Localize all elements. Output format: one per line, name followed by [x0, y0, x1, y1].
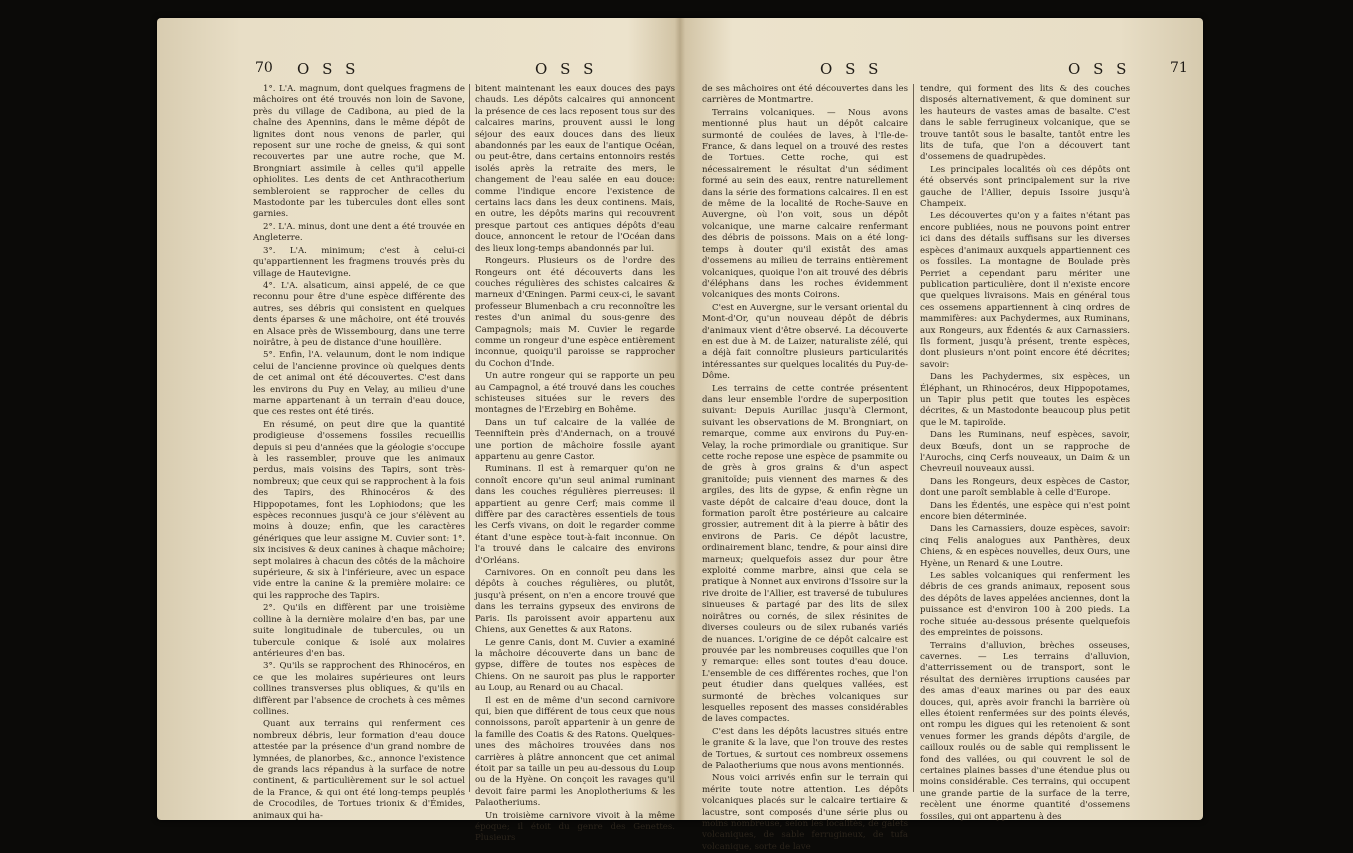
paragraph: Les principales localités où ces dépôts ont été observés sont principalement sur la rive gauche de l'Allier, depuis Issoire jusqu'à Champeix.	[920, 164, 1130, 210]
paragraph: Terrains d'alluvion, brèches osseuses, cavernes. — Les terrains d'alluvion, d'atterrissement ou de transport, sont le résultat des dernières irruptions causées par des amas d'eaux marines ou par des eaux douces, qui, après avoir franchi la barrière où elles étoient renfermées sur des points élevés, ont rompu les digues qui les retenoient & sont venues former les grands dépôts d'argile, de cailloux roulés ou de sable qui remplissent le fond des vallées, ou qui couvrent le sol de certaines plaines basses d'une étendue plus ou moins considérable. Ces terrains, qui occupent une grande partie de la surface de la terre, recèlent une énorme quantité d'ossemens fossiles, qui ont appartenu à des	[920, 640, 1130, 822]
paragraph: Terrains volcaniques. — Nous avons mentionné plus haut un dépôt calcaire surmonté de coulées de laves, à l'Ile-de-France, & dans lequel on a trouvé des restes de Tortues. Cette roche, qui est nécessairement le résultat d'un sédiment formé au sein des eaux, rentre naturellement dans la série des formations calcaires. Il en est de même de la localité de Roche-Sauve en Auvergne, où l'on voit, sous un dépôt volcanique, une marne calcaire renfermant des débris de poissons. Mais on a été long-temps à douter qu'il existât des amas d'ossemens au milieu de terrains entièrement volcaniques, quoique l'on ait trouvé des débris d'éléphans dans les roches évidemment volcaniques des monts Coirons.	[702, 107, 908, 301]
left-page	[157, 18, 680, 844]
paragraph: Quant aux terrains qui renferment ces nombreux débris, leur formation d'eau douce attestée par la présence d'un grand nombre de lymnées, de planorbes, &c., annonce l'existence de grands lacs répandus à la surface de notre continent, & particulièrement sur le sol actuel de la France, & qui ont été long-temps peuplés de Crocodiles, de Tortues trionix & d'Émides, animaux qui ha-	[253, 719, 465, 821]
paragraph: de ses mâchoires ont été découvertes dans les carrières de Montmartre.	[702, 84, 908, 106]
paragraph: Les sables volcaniques qui renferment les débris de ces grands animaux, reposent sous des dépôts de laves appelées anciennes, dont la puissance est d'environ 100 à 200 pieds. La roche située au-dessous présente quelquefois des empreintes de poissons.	[920, 571, 1130, 639]
paragraph: 3°. L'A. minimum; c'est à celui-ci qu'appartiennent les fragmens trouvés près du village de Hautevigne.	[253, 245, 465, 279]
paragraph: C'est en Auvergne, sur le versant oriental du Mont-d'Or, qu'un nouveau dépôt de débris d'animaux vient d'être observé. La découverte en est due à M. de Laizer, naturaliste zélé, qui a déjà fait connoître plusieurs particularités intéressantes sur quelques localités du Puy-de-Dôme.	[702, 302, 908, 382]
paragraph: Dans les Pachydermes, six espèces, un Éléphant, un Rhinocéros, deux Hippopotames, un Tapir plus petit que toutes les espèces décrites, & un Mastodonte beaucoup plus petit que le M. tapiroïde.	[920, 372, 1130, 428]
paragraph: Carnivores. On en connoît peu dans les dépôts à couches régulières, ou plutôt, jusqu'à présent, on n'en a encore trouvé que dans les terrains gypseux des environs de Paris. Ils paroissent avoir appartenu aux Chiens, aux Genettes & aux Ratons.	[475, 568, 675, 636]
paragraph: Les terrains de cette contrée présentent dans leur ensemble l'ordre de superposition suivant: Depuis Aurillac jusqu'à Clermont, suivant les observations de M. Brongniart, on remarque, comme aux environs du Puy-en-Velay, la roche primordiale ou granitique. Sur cette roche repose une espèce de psammite ou de grès à gros grains & d'un aspect granitoïde; puis viennent des marnes & des argiles, des lits de gypse, & enfin règne un vaste dépôt de calcaire d'eau douce, dont la formation paroît être postérieure au calcaire grossier, autrement dit à la pierre à bâtir des environs de Paris. Ce dépôt lacustre, ordinairement blanc, tendre, & pour ainsi dire marneux; quelquefois assez dur pour être exploité comme marbre, ainsi que cela se pratique à Nonnet aux environs d'Issoire sur la rive droite de l'Allier, est traversé de tubulures sinueuses & partagé par des lits de silex noirâtres ou cornés, de silex résinites de diverses couleurs ou de silex rubanés variés de nuances. L'origine de ce dépôt calcaire est prouvée par les nombreuses coquilles que l'on y remarque: elles sont toutes d'eau douce. L'ensemble de ces différentes roches, que l'on peut étudier dans quelques vallées, est surmonté de brèches volcaniques sur lesquelles reposent des masses considérables de laves compactes.	[702, 383, 908, 725]
paragraph: 4°. L'A. alsaticum, ainsi appelé, de ce que reconnu pour être d'une espèce différente des autres, ses débris qui consistent en quelques dents éparses & une mâchoire, ont été trouvés en Alsace près de Wissembourg, dans une terre noirâtre, à peu de distance d'une houillère.	[253, 280, 465, 348]
paragraph: Il est en de même d'un second carnivore qui, bien que différent de tous ceux que nous connoissons, paroît appartenir à un genre de la famille des Coatis & des Ratons. Quelques-unes des mâchoires trouvées dans nos carrières à plâtre annoncent que cet animal étoit par sa taille un peu au-dessous du Loup ou de la Hyène. On conçoit les ravages qu'il devoit faire parmi les Anoplotheriums & les Palaotheriums.	[475, 695, 675, 809]
book-spread	[157, 18, 1203, 852]
paragraph: 3°. Qu'ils se rapprochent des Rhinocéros, en ce que les molaires supérieures ont leurs collines transverses plus obliques, & qu'ils en diffèrent par l'absence de crochets à ces mêmes collines.	[253, 661, 465, 717]
paragraph: Rongeurs. Plusieurs os de l'ordre des Rongeurs ont été découverts dans les couches régulières des schistes calcaires & marneux d'Œningen. Parmi ceux-ci, le savant professeur Blumenbach a cru reconnoître les restes d'un animal du sous-genre des Campagnols; mais M. Cuvier le regarde comme un rongeur d'une espèce entièrement inconnue, quoiqu'il paroisse se rapprocher du Cochon d'Inde.	[475, 256, 675, 369]
left-page-column-1	[253, 84, 465, 821]
paragraph: 1°. L'A. magnum, dont quelques fragmens de mâchoires ont été trouvés non loin de Savone, près du village de Cadibona, au pied de la chaîne des Apennins, dans le même dépôt de lignites dont nous venons de parler, qui reposent sur une roche de gneiss, & qui sont recouvertes par une autre roche, que M. Brongniart assimile à celles qu'il appelle ophiolites. Les dents de cet Anthracotherium sembleroient se rapprocher de celles du Mastodonte par les tubercules dont elles sont garnies.	[253, 84, 465, 220]
running-head-right-page	[680, 60, 1203, 82]
paragraph: Un autre rongeur qui se rapporte un peu au Campagnol, a été trouvé dans les couches schisteuses situées sur le revers des montagnes de l'Erzebirg en Bohême.	[475, 371, 675, 416]
paragraph: bitent maintenant les eaux douces des pays chauds. Les dépôts calcaires qui annoncent la présence de ces lacs reposent tous sur des calcaires marins, prouvent aussi le long séjour des eaux douces dans des lieux abandonnés par les eaux de l'antique Océan, ou peut-être, dans certains entonnoirs restés isolés après la retraite des mers, le changement de l'eau salée en eau douce: comme l'indique encore l'existence de certains lacs dans les deux continens. Mais, en outre, les dépôts marins qui recouvrent presque partout ces antiques dépôts d'eau douce, annoncent le retour de l'Océan dans des lieux long-temps abandonnés par lui.	[475, 84, 675, 254]
paragraph: Ruminans. Il est à remarquer qu'on ne connoît encore qu'un seul animal ruminant dans les couches régulières pierreuses: il appartient au genre Cerf; mais comme il diffère par des caractères essentiels de tous les Cerfs vivans, on doit le regarder comme étant d'une espèce tout-à-fait inconnue. On l'a trouvé dans le calcaire des environs d'Orléans.	[475, 464, 675, 566]
running-head-col2: O S S	[1068, 60, 1131, 78]
paragraph: Dans les Édentés, une espèce qui n'est point encore bien déterminée.	[920, 500, 1130, 523]
running-head-col2: O S S	[535, 60, 598, 78]
column-divider	[913, 84, 914, 792]
paragraph: Les découvertes qu'on y a faites n'étant pas encore publiées, nous ne pouvons point entrer ici dans des détails suffisans sur les diverses espèces d'animaux auxquels appartiennent ces os fossiles. La montagne de Boulade près Perriet a cependant paru mériter une publication particulière, dont il n'existe encore que quelques livraisons. Mais en général tous ces ossemens appartiennent à cinq ordres de mammifères: aux Pachydermes, aux Ruminans, aux Rongeurs, aux Édentés & aux Carnassiers. Ils forment, jusqu'à présent, trente espèces, dont plusieurs n'ont point encore été décrites; savoir:	[920, 211, 1130, 370]
column-divider	[469, 84, 470, 792]
paragraph: Dans les Carnassiers, douze espèces, savoir: cinq Felis analogues aux Panthères, deux Chiens, & en espèces nouvelles, deux Ours, une Hyène, un Renard & une Loutre.	[920, 524, 1130, 569]
running-head-left-page	[157, 60, 680, 82]
paragraph: Le genre Canis, dont M. Cuvier a examiné la mâchoire découverte dans un banc de gypse, diffère de toutes nos espèces de Chiens. On ne sauroit pas plus le rapporter au Loup, au Renard ou au Chacal.	[475, 637, 675, 694]
paragraph: 2°. Qu'ils en diffèrent par une troisième colline à la dernière molaire d'en bas, par une suite longitudinale de tubercules, ou un tubercule conique & isolé aux molaires antérieures d'en bas.	[253, 603, 465, 659]
paragraph: Dans un tuf calcaire de la vallée de Teenniftein près d'Andernach, on a trouvé une portion de mâchoire fossile ayant appartenu au genre Castor.	[475, 417, 675, 462]
right-page	[680, 18, 1203, 852]
right-page-column-2	[920, 84, 1130, 822]
paragraph: Dans les Ruminans, neuf espèces, savoir, deux Bœufs, dont un se rapproche de l'Aurochs, cinq Cerfs nouveaux, un Daim & un Chevreuil nouveaux aussi.	[920, 430, 1130, 475]
running-head-col1: O S S	[820, 60, 883, 78]
paragraph: En résumé, on peut dire que la quantité prodigieuse d'ossemens fossiles recueillis depuis si peu d'années que la géologie s'occupe à les rassembler, prouve que les animaux perdus, mais voisins des Tapirs, sont très-nombreux; que ceux qui se rapprochent à la fois des Tapirs, des Rhinocéros & des Hippopotames, font les Lophiodons; que les espèces reconnues jusqu'à ce jour s'élèvent au moins à douze; enfin, que les caractères génériques que leur assigne M. Cuvier sont: 1°. six incisives & deux canines à chaque mâchoire; sept molaires à chacun des côtés de la mâchoire supérieure, & six à l'inférieure, avec un espace vide entre la canine & la première molaire: ce qui les rapproche des Tapirs.	[253, 419, 465, 601]
left-page-column-2	[475, 84, 675, 844]
paragraph: Un troisième carnivore vivoit à la même époque; il étoit du genre des Genettes. Plusieurs	[475, 810, 675, 844]
running-head-col1: O S S	[297, 60, 360, 78]
paragraph: 5°. Enfin, l'A. velaunum, dont le nom indique celui de l'ancienne province où quelques dents de cet animal ont été découvertes. C'est dans les environs du Puy en Velay, au milieu d'une marne appartenant à un terrain d'eau douce, que ces restes ont été tirés.	[253, 350, 465, 418]
page-number-right: 71	[1170, 60, 1188, 76]
paragraph: C'est dans les dépôts lacustres situés entre le granite & la lave, que l'on trouve des restes de Tortues, & surtout ces nombreux ossemens de Palaotheriums que nous avons mentionnés.	[702, 726, 908, 771]
paragraph: Nous voici arrivés enfin sur le terrain qui mérite toute notre attention. Les dépôts volcaniques placés sur le calcaire tertiaire & lacustre, sont composés d'une série plus ou moins nombreuse, selon les localités, de galets volcaniques, de sable ferrugineux, de tufa volcanique, sorte de lave	[702, 773, 908, 852]
paragraph: 2°. L'A. minus, dont une dent a été trouvée en Angleterre.	[253, 221, 465, 244]
page-number-left: 70	[255, 60, 273, 76]
right-page-column-1	[702, 84, 908, 852]
paragraph: tendre, qui forment des lits & des couches disposés alternativement, & que dominent sur les hauteurs de vastes amas de basalte. C'est dans le sable ferrugineux volcanique, que se trouve tantôt sous le basalte, tantôt entre les lits de tufa, que l'on a découvert tant d'ossemens de quadrupèdes.	[920, 84, 1130, 163]
paragraph: Dans les Rongeurs, deux espèces de Castor, dont une paroît semblable à celle d'Europe.	[920, 476, 1130, 499]
